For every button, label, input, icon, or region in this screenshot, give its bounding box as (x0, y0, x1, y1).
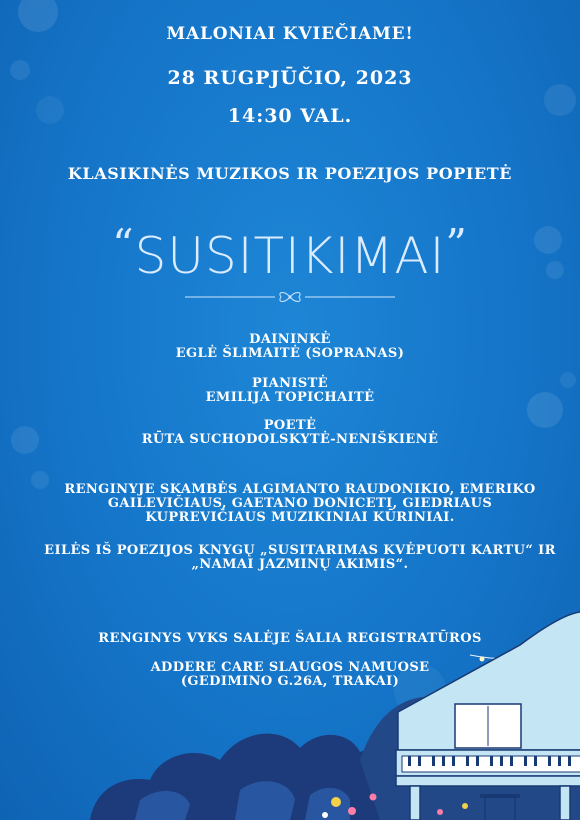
invitation-heading: MALONIAI KVIEČIAME! (166, 24, 414, 44)
event-date: 28 RUGPJŪČIO, 2023 (167, 67, 413, 89)
music-program-line: KUPREVIČIAUS MUZIKINIAI KŪRINIAI. (145, 510, 455, 525)
event-title-text: SUSITIKIMAI (134, 227, 446, 285)
venue-place: ADDERE CARE SLAUGOS NAMUOSE (150, 660, 430, 675)
music-program-line: RENGINYJE SKAMBĖS ALGIMANTO RAUDONIKIO, EMERIKO (64, 482, 536, 497)
performer-name-singer: EGLĖ ŠLIMAITĖ (SOPRANAS) (175, 346, 405, 361)
music-program-line: GAILEVIČIAUS, GAETANO DONICETI, GIEDRIAUS (107, 496, 493, 511)
event-type: KLASIKINĖS MUZIKOS IR POEZIJOS POPIETĖ (67, 164, 513, 183)
poetry-program-line: EILĖS IŠ POEZIJOS KNYGŲ „SUSITARIMAS KVĖPUOTI KARTU“ IR (44, 543, 556, 558)
open-quote: “ (112, 220, 135, 269)
performer-name-poet: RŪTA SUCHODOLSKYTĖ-NENIŠKIENĖ (141, 432, 439, 447)
event-time: 14:30 VAL. (227, 105, 353, 127)
performer-role-singer: DAININKĖ (249, 332, 331, 347)
performer-role-pianist: PIANISTĖ (251, 376, 329, 391)
performer-role-poet: POETĖ (263, 418, 317, 433)
poetry-program-line: „NAMAI JAZMINŲ AKIMIS“. (191, 557, 409, 572)
venue-address: (GEDIMINO G.26A, TRAKAI) (180, 674, 400, 689)
performer-name-pianist: EMILIJA TOPICHAITĖ (205, 390, 375, 405)
venue-room: RENGINYS VYKS SALĖJE ŠALIA REGISTRATŪROS (98, 631, 482, 646)
close-quote: ” (445, 220, 468, 269)
